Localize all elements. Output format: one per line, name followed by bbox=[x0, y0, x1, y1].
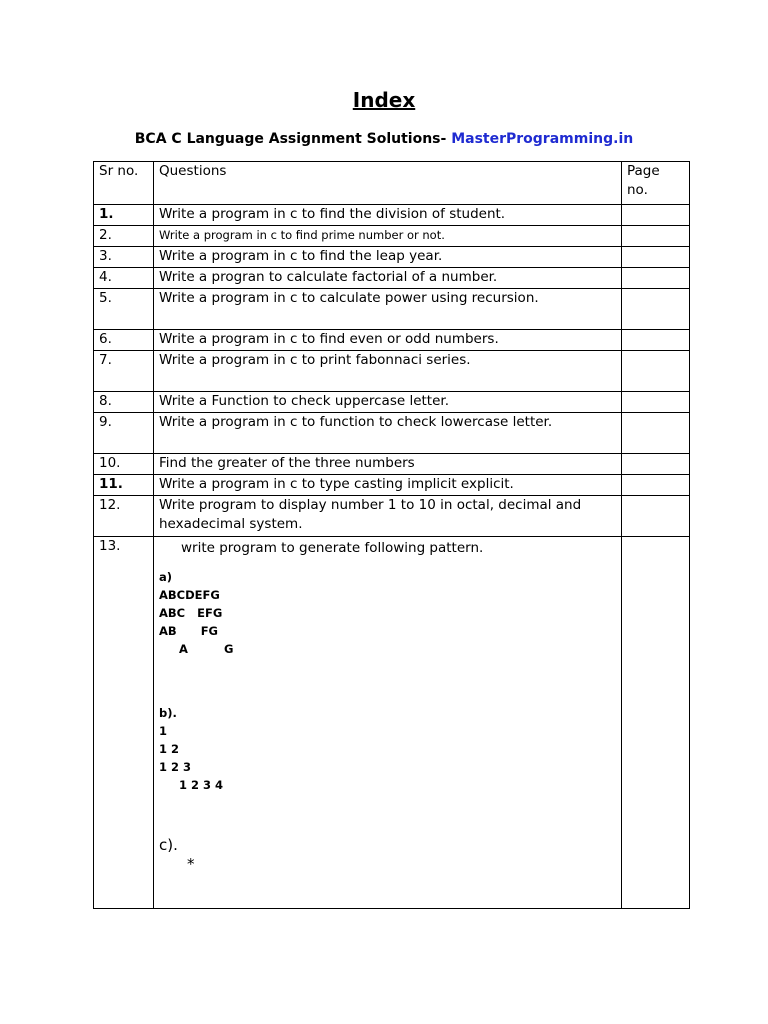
row-page bbox=[622, 330, 690, 351]
brand-link[interactable]: MasterProgramming.in bbox=[451, 131, 634, 147]
table-row bbox=[94, 289, 690, 330]
pattern-question: write program to generate following pattern. bbox=[181, 540, 484, 556]
row-page bbox=[622, 351, 690, 392]
table-row bbox=[94, 351, 690, 392]
pattern-b-line: 1 2 bbox=[159, 742, 180, 756]
table-row bbox=[94, 413, 690, 454]
index-table bbox=[93, 161, 690, 909]
row-question: Write a program in c to find prime number or not. bbox=[154, 226, 622, 247]
row-sr: 8. bbox=[94, 392, 154, 413]
pattern-b-label: b). bbox=[159, 706, 177, 720]
row-sr: 7. bbox=[94, 351, 154, 392]
spacer bbox=[159, 794, 616, 836]
header-sr: Sr no. bbox=[94, 162, 154, 205]
spacer bbox=[159, 558, 616, 568]
table-row bbox=[94, 392, 690, 413]
row-sr: 12. bbox=[94, 496, 154, 537]
pattern-b-line: 1 2 3 4 bbox=[159, 778, 224, 792]
row-question: Write a progran to calculate factorial of a number. bbox=[154, 268, 622, 289]
row-page bbox=[622, 454, 690, 475]
row-question: Write a program in c to print fabonnaci series. bbox=[154, 351, 622, 392]
row-page bbox=[622, 205, 690, 226]
table-row bbox=[94, 496, 690, 537]
pattern-a-line: AB FG bbox=[159, 624, 218, 638]
table-row bbox=[94, 268, 690, 289]
row-page bbox=[622, 475, 690, 496]
row-sr: 10. bbox=[94, 454, 154, 475]
row-page bbox=[622, 413, 690, 454]
page-title: Index bbox=[352, 88, 416, 112]
row-question: Write a program in c to function to check lowercase letter. bbox=[154, 413, 622, 454]
row-sr: 5. bbox=[94, 289, 154, 330]
row-sr: 1. bbox=[94, 205, 154, 226]
pattern-a bbox=[159, 568, 616, 658]
header-questions: Questions bbox=[154, 162, 622, 205]
row-question: Find the greater of the three numbers bbox=[154, 454, 622, 475]
header-row bbox=[94, 162, 690, 205]
row-sr: 9. bbox=[94, 413, 154, 454]
row-sr: 4. bbox=[94, 268, 154, 289]
row-question: Write a program in c to calculate power using recursion. bbox=[154, 289, 622, 330]
pattern-b-line: 1 2 3 bbox=[159, 760, 192, 774]
spacer bbox=[159, 658, 616, 704]
pattern-a-line: A G bbox=[159, 642, 234, 656]
row-question: Write a program in c to type casting implicit explicit. bbox=[154, 475, 622, 496]
pattern-a-line: ABC EFG bbox=[159, 606, 223, 620]
row-sr: 13. bbox=[94, 537, 154, 909]
row-page bbox=[622, 392, 690, 413]
row-page bbox=[622, 496, 690, 537]
table-row bbox=[94, 330, 690, 351]
row-question: Write a Function to check uppercase letter. bbox=[154, 392, 622, 413]
table-row bbox=[94, 454, 690, 475]
pattern-c-line: * bbox=[187, 855, 195, 873]
row-sr: 6. bbox=[94, 330, 154, 351]
row-page bbox=[622, 268, 690, 289]
table-row bbox=[94, 247, 690, 268]
row-question-pattern bbox=[154, 537, 622, 909]
pattern-b bbox=[159, 704, 616, 794]
row-question: Write a program in c to find the leap year. bbox=[154, 247, 622, 268]
table-row bbox=[94, 475, 690, 496]
pattern-b-line: 1 bbox=[159, 724, 168, 738]
row-page bbox=[622, 289, 690, 330]
row-question: Write a program in c to find the division of student. bbox=[154, 205, 622, 226]
table-row bbox=[94, 205, 690, 226]
pattern-a-label: a) bbox=[159, 570, 173, 584]
row-sr: 3. bbox=[94, 247, 154, 268]
row-sr: 11. bbox=[94, 475, 154, 496]
document-subtitle bbox=[0, 131, 768, 147]
row-question: Write program to display number 1 to 10 in octal, decimal and hexadecimal system. bbox=[154, 496, 622, 537]
row-page bbox=[622, 247, 690, 268]
pattern-a-line: ABCDEFG bbox=[159, 588, 220, 602]
row-page bbox=[622, 226, 690, 247]
pattern-c-label: c). bbox=[159, 836, 178, 854]
subtitle-text: BCA C Language Assignment Solutions- bbox=[134, 131, 452, 147]
row-sr: 2. bbox=[94, 226, 154, 247]
row-page bbox=[622, 537, 690, 909]
header-page: Page no. bbox=[622, 162, 690, 205]
table-row-13 bbox=[94, 537, 690, 909]
table-row bbox=[94, 226, 690, 247]
row-question: Write a program in c to find even or odd numbers. bbox=[154, 330, 622, 351]
